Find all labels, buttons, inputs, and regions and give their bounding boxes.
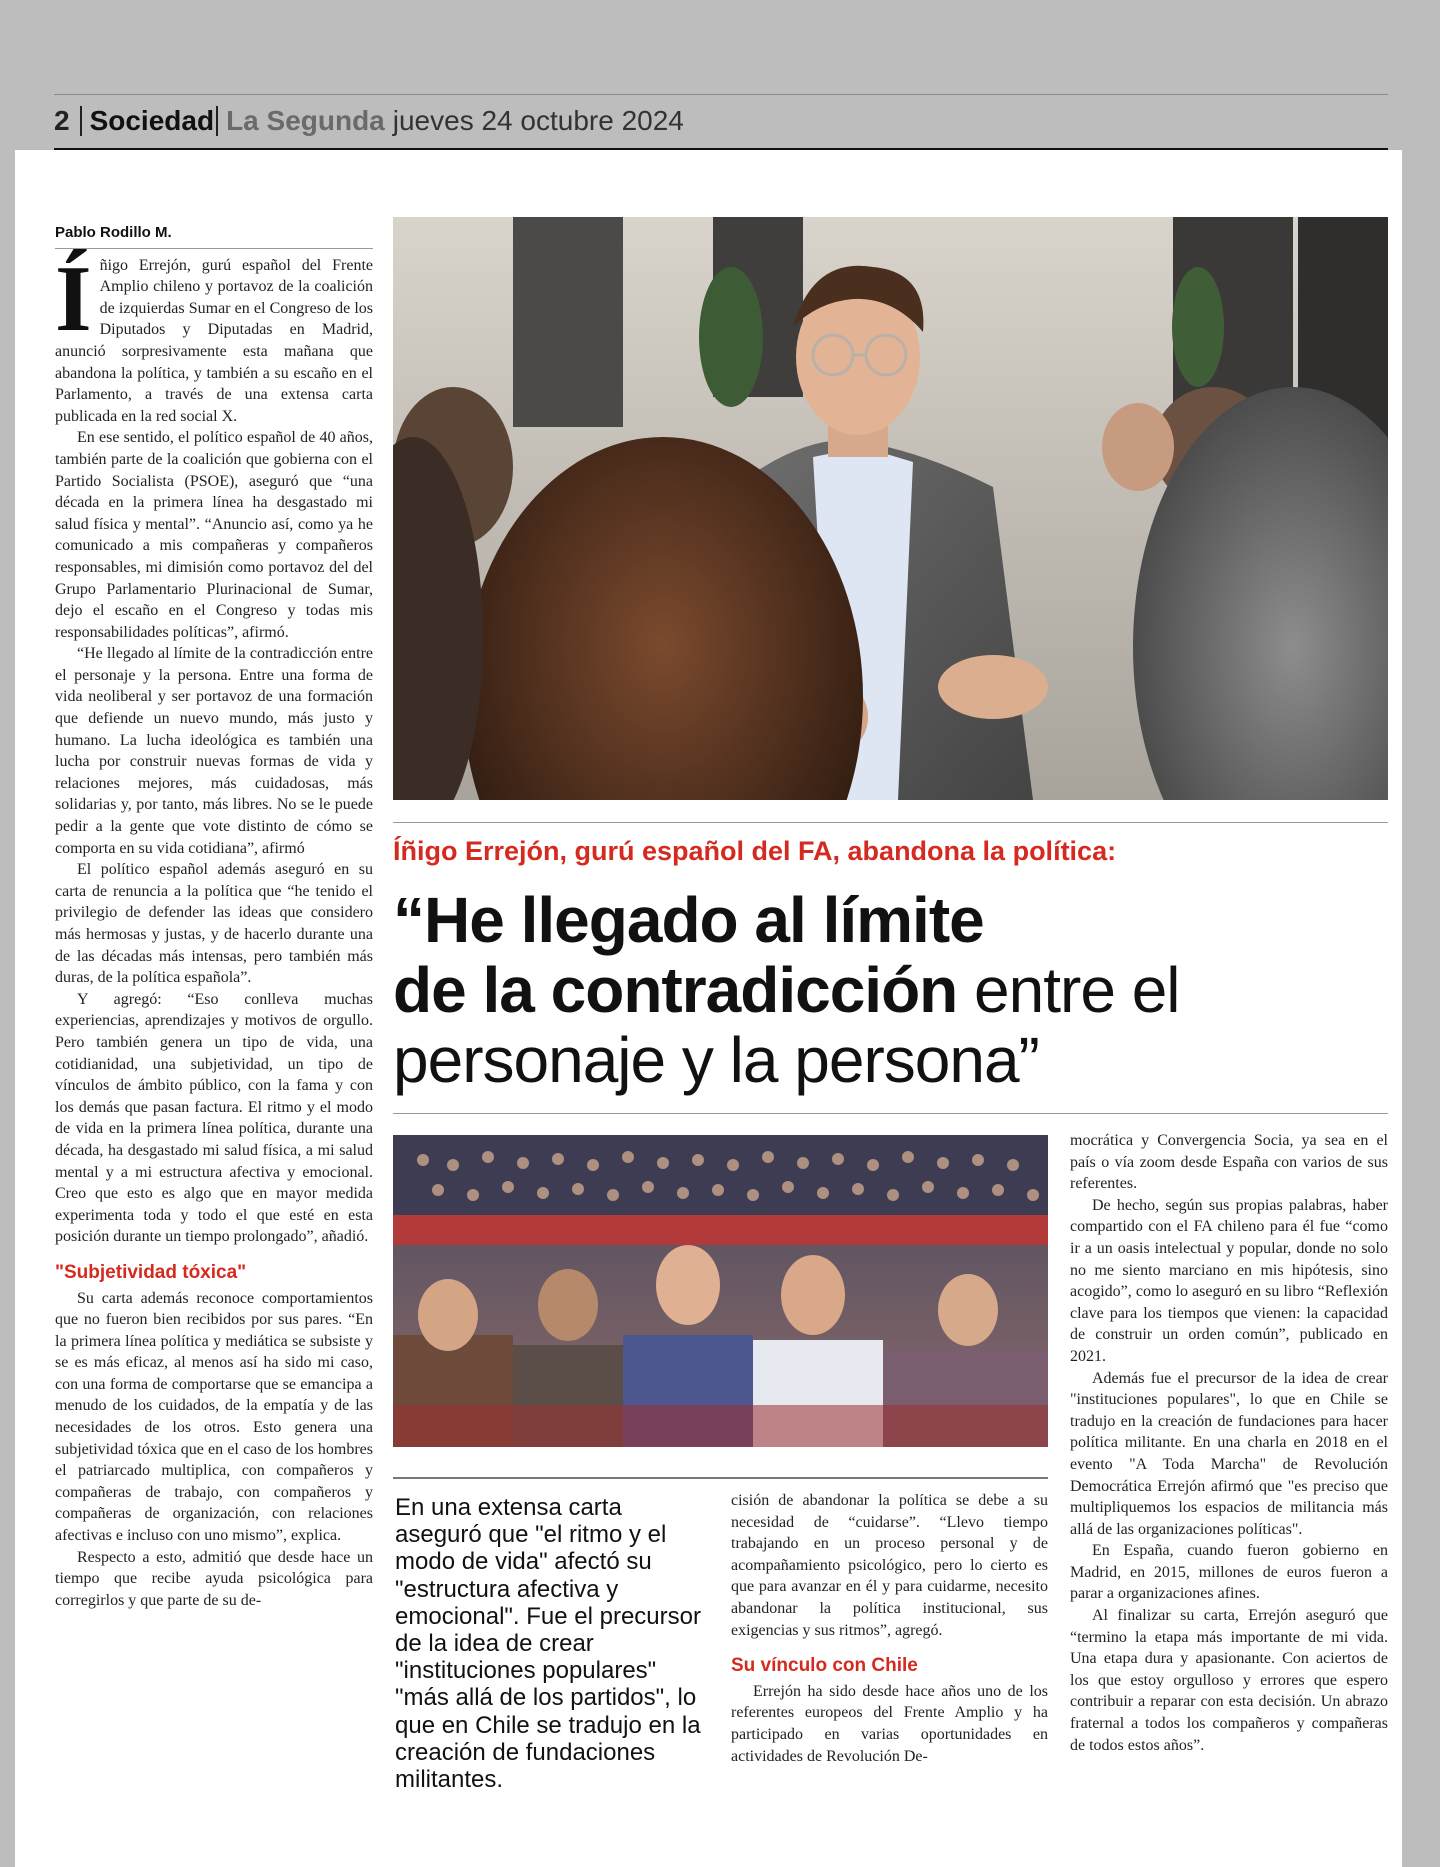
paragraph: Íñigo Errejón, gurú español del Frente Amplio chileno y portavoz de la coalición de izquierdas Sumar en el Congreso de los Diputados y Diputadas en Madrid, anunció sorpresivamente esta mañana que abandona la política, y también a su escaño en el Parlamento, a través de una extensa carta publicada en la red social X. [55, 246, 373, 425]
headline-kicker: Íñigo Errejón, gurú español del FA, abandona la política: [393, 836, 1117, 866]
header-separator [216, 106, 218, 136]
paragraph: De hecho, según sus propias palabras, haber compartido con el FA chileno para él fue “como ir a un oasis intelectual y popular, donde no solo no me siento marciano en mis hipótesis, sino acogido”, como lo aseguró en su libro “Reflexión clave para los tiempos que vienen: la capacidad de construir un orden común”, publicado en 2021. [1070, 1196, 1388, 1365]
headline-line: de la contradicción [393, 954, 958, 1026]
paragraph: cisión de abandonar la política se debe a su necesidad de “cuidarse”. “Llevo tiempo trabajando en un proceso personal y de acompañamiento psicológico, pero lo cierto es que para avanzar en él y para cuidarme, necesito abandonar la política institucional, sus exigencias y sus ritmos”, agregó. [731, 1492, 1048, 1639]
paragraph: Al finalizar su carta, Errejón aseguró que “termino la etapa más importante de mi vida. Una etapa dura y apasionante. Con aciertos de los que estoy orgulloso y errores que espero contribuir a reparar con esta decisión. Un abrazo fraternal a todos los compañeros y compañeras de todos estos años”. [1070, 1607, 1388, 1754]
main-photo-image [393, 217, 1388, 800]
paragraph: Y agregó: “Eso conlleva muchas experiencias, aprendizajes y motivos de orgullo. Pero también genera un tipo de vida, una cotidianidad, una subjetividad, un tipo de vínculos de ámbito público, con la fama y con los demás que pasan factura. El ritmo y el modo de vida en la primera línea política, durante una década, ha desgastado mi salud física, a mi salud mental y a mi estructura afectiva y emocional. Creo que esto es algo que en mayor medida experimenta toda y todo el que esté en esta posición durante un tiempo prolongado”, añadió. [55, 990, 373, 1246]
paragraph: Además fue el precursor de la idea de crear "instituciones populares", lo que en Chile se tradujo en la creación de fundaciones para hacer política militante. En una charla en 2018 en el evento "A Toda Marcha" de Revolución Democrática Errejón afirmó que "es preciso que multipliquemos los espacios de militancia más allá de las organizaciones políticas". [1070, 1369, 1388, 1538]
divider [393, 1477, 1048, 1479]
headline-line: “He llegado al límite [393, 884, 984, 956]
paragraph: Respecto a esto, admitió que desde hace un tiempo que recibe ayuda psicológica para corregirlos y que parte de su de- [55, 1548, 373, 1609]
subheading: "Subjetividad tóxica" [55, 1261, 247, 1283]
divider [393, 822, 1388, 823]
headline-line: entre el [957, 954, 1180, 1026]
divider [393, 1113, 1388, 1114]
pull-quote: En una extensa carta aseguró que "el ritmo y el modo de vida" afectó su "estructura afectiva y emocional". Fue el precursor de la idea de crear "instituciones populares" "más allá de los partidos", lo que en Chile se tradujo en la creación de fundaciones militantes. [395, 1494, 701, 1794]
page-number: 2 [54, 105, 70, 136]
paragraph: mocrática y Convergencia Socia, ya sea en el país o vía zoom desde España con varios de sus referentes. [1070, 1132, 1388, 1193]
headline [393, 885, 1388, 1095]
headline-line: personaje y la persona” [393, 1024, 1039, 1096]
paragraph: En España, cuando fueron gobierno en Madrid, en 2015, millones de euros fueron a parar a organizaciones afines. [1070, 1542, 1388, 1603]
paragraph: Errejón ha sido desde hace años uno de los referentes europeos del Frente Amplio y ha participado en varias oportunidades en actividades de Revolución De- [731, 1682, 1048, 1765]
crowd-photo-image [393, 1135, 1048, 1447]
paragraph: Su carta además reconoce comportamientos que no fueron bien recibidos por sus pares. “En la primera línea política y mediática se subsiste y se es más eficaz, al menos así ha sido mi caso, con una forma de comportarse que se emancipa a menudo de los cuidados, de la empatía y de las necesidades de los otros. Esto genera una subjetividad tóxica que en el caso de los hombres el patriarcado multiplica, con compañeros y compañeras de trabajo, con compañeros y compañeras de organización, con relaciones afectivas e incluso con uno mismo”, explica. [55, 1289, 373, 1545]
article-column-3 [731, 1490, 1048, 1767]
dropcap: Í [55, 246, 92, 351]
page-header [0, 0, 1440, 150]
header-separator [80, 106, 82, 136]
section-name: Sociedad [89, 105, 215, 136]
paragraph: El político español además aseguró en su carta de renuncia a la política que “he tenido el privilegio de defender las ideas que considero más hermosas y justas, y de hacerlo durante una de las décadas más intensas, pero también más duras, de la política española”. [55, 861, 373, 987]
article-column-4 [1070, 1130, 1388, 1756]
paragraph: En ese sentido, el político español de 40 años, también parte de la coalición que gobierna con el Partido Socialista (PSOE), aseguró que “una década en la primera línea ha desgastado mi salud física y mental”. “Anuncio así, como ya he comunicado a mis compañeras y compañeros responsables, mi dimisión como portavoz del del Grupo Parlamentario Plurinacional de Sumar, dejo el escaño en el Congreso y todas mis responsabilidades políticas”, afirmó. [55, 429, 373, 641]
header-top-line [54, 94, 1388, 95]
byline: Pablo Rodillo M. [55, 222, 373, 249]
issue-date: jueves 24 octubre 2024 [392, 105, 684, 136]
paragraph: “He llegado al límite de la contradicción entre el personaje y la persona. Entre una forma de vida neoliberal y ser portavoz de una formación que defiende un nuevo mundo, más justo y humano. La lucha ideológica es también una lucha por construir nuevas formas de vida y relaciones mejores, más cuidadosas, más solidarias y, por tanto, más libres. No se le puede pedir a la gente que vote distinto de cómo se comporta en su vida cotidiana”, afirmó [55, 645, 373, 857]
header-bar [54, 100, 684, 142]
main-photo [393, 217, 1388, 800]
subheading: Su vínculo con Chile [731, 1655, 918, 1677]
article-column-1 [55, 222, 373, 1611]
newspaper-name: La Segunda [226, 105, 385, 136]
crowd-photo [393, 1135, 1048, 1447]
